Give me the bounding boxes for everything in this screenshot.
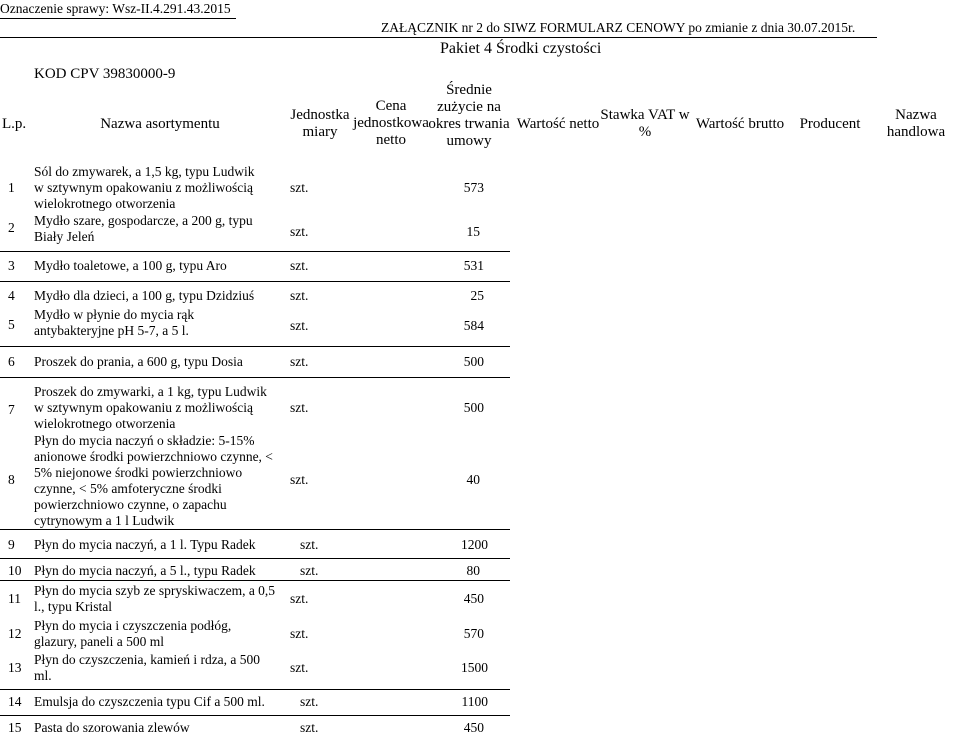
row-11-qty: 450 bbox=[463, 591, 484, 606]
row-9-unit: szt. bbox=[300, 537, 319, 552]
row-12-lp: 12 bbox=[8, 626, 22, 641]
row-1-lp: 1 bbox=[8, 180, 15, 195]
row-1-unit: szt. bbox=[290, 180, 309, 195]
row-3-lp: 3 bbox=[8, 258, 15, 273]
row-1-qty: 573 bbox=[463, 180, 484, 195]
row-separator bbox=[0, 529, 510, 530]
row-14-qty: 1100 bbox=[461, 694, 488, 709]
row-5-qty: 584 bbox=[463, 318, 484, 333]
row-15-qty: 450 bbox=[463, 720, 484, 735]
row-10-unit: szt. bbox=[300, 563, 319, 578]
row-3-name: Mydło toaletowe, a 100 g, typu Aro bbox=[34, 258, 227, 273]
row-13-unit: szt. bbox=[290, 660, 309, 675]
row-separator bbox=[0, 281, 510, 282]
row-4-lp: 4 bbox=[8, 288, 15, 303]
column-header-name: Nazwa asortymentu bbox=[100, 116, 220, 132]
row-4-unit: szt. bbox=[290, 288, 309, 303]
row-12-qty: 570 bbox=[463, 626, 484, 641]
column-header-trade-name: Nazwa handlowa bbox=[886, 107, 946, 140]
row-8-name: Płyn do mycia naczyń o składzie: 5-15% anionowe środki powierzchniowo czynne, < 5% niejonowe środki powierzchniowo czynne, < 5% amfoteryczne środki powierzchniowo czynne, o zapachu cytrynowym a 1 l Ludwik bbox=[34, 433, 273, 528]
row-7-name: Proszek do zmywarki, a 1 kg, typu Ludwik w sztywnym opakowaniu z możliwością wielokrotnego otworzenia bbox=[34, 384, 267, 431]
row-separator bbox=[0, 251, 510, 252]
row-separator bbox=[0, 377, 510, 378]
row-2-name: Mydło szare, gospodarcze, a 200 g, typu Biały Jeleń bbox=[34, 213, 253, 244]
row-12-name: Płyn do mycia i czyszczenia podłóg, glazury, paneli a 500 ml bbox=[34, 618, 232, 649]
row-15-unit: szt. bbox=[300, 720, 319, 735]
header-rule bbox=[0, 37, 877, 38]
row-separator bbox=[0, 580, 510, 581]
column-header-vat: Stawka VAT w % bbox=[600, 107, 690, 140]
row-separator bbox=[0, 715, 510, 716]
row-8-unit: szt. bbox=[290, 472, 309, 487]
row-6-unit: szt. bbox=[290, 354, 309, 369]
row-11-unit: szt. bbox=[290, 591, 309, 606]
row-4-qty: 25 bbox=[470, 288, 484, 303]
row-13-lp: 13 bbox=[8, 660, 22, 675]
row-separator bbox=[0, 558, 510, 559]
row-3-qty: 531 bbox=[463, 258, 484, 273]
row-10-qty: 80 bbox=[466, 563, 480, 578]
row-5-lp: 5 bbox=[8, 317, 15, 332]
row-2-unit: szt. bbox=[290, 224, 309, 239]
row-separator bbox=[0, 346, 510, 347]
row-7-lp: 7 bbox=[8, 402, 15, 417]
row-12-unit: szt. bbox=[290, 626, 309, 641]
column-header-avg-usage: Średnie zużycie na okres trwania umowy bbox=[428, 82, 510, 149]
column-header-unit-price: Cena jednostkowa netto bbox=[353, 98, 429, 148]
row-15-name: Pasta do szorowania zlewów bbox=[34, 720, 190, 735]
row-2-lp: 2 bbox=[8, 220, 15, 235]
row-7-unit: szt. bbox=[290, 400, 309, 415]
header-rule-left bbox=[0, 18, 236, 19]
row-9-name: Płyn do mycia naczyń, a 1 l. Typu Radek bbox=[34, 537, 256, 552]
column-header-net-value: Wartość netto bbox=[516, 116, 600, 132]
row-5-unit: szt. bbox=[290, 318, 309, 333]
package-title: Pakiet 4 Środki czystości bbox=[440, 40, 602, 57]
row-6-lp: 6 bbox=[8, 354, 15, 369]
column-header-lp: L.p. bbox=[2, 116, 27, 132]
row-6-name: Proszek do prania, a 600 g, typu Dosia bbox=[34, 354, 243, 369]
row-10-lp: 10 bbox=[8, 563, 22, 578]
cpv-code: KOD CPV 39830000-9 bbox=[34, 66, 176, 82]
row-2-qty: 15 bbox=[466, 224, 480, 239]
row-8-qty: 40 bbox=[466, 472, 480, 487]
row-4-name: Mydło dla dzieci, a 100 g, typu Dzidziuś bbox=[34, 288, 255, 303]
row-14-unit: szt. bbox=[300, 694, 319, 709]
row-separator bbox=[0, 689, 510, 690]
row-6-qty: 500 bbox=[463, 354, 484, 369]
row-13-qty: 1500 bbox=[461, 660, 488, 675]
row-1-name: Sól do zmywarek, a 1,5 kg, typu Ludwik w sztywnym opakowaniu z możliwością wielokrotnego otworzenia bbox=[34, 164, 255, 211]
row-8-lp: 8 bbox=[8, 472, 15, 487]
row-14-name: Emulsja do czyszczenia typu Cif a 500 ml. bbox=[34, 694, 265, 709]
row-14-lp: 14 bbox=[8, 694, 22, 709]
row-3-unit: szt. bbox=[290, 258, 309, 273]
row-10-name: Płyn do mycia naczyń, a 5 l., typu Radek bbox=[34, 563, 256, 578]
column-header-producer: Producent bbox=[799, 116, 861, 132]
row-7-qty: 500 bbox=[463, 400, 484, 415]
case-reference: Oznaczenie sprawy: Wsz-II.4.291.43.2015 bbox=[0, 1, 231, 16]
column-header-gross-value: Wartość brutto bbox=[695, 116, 785, 132]
attachment-title: ZAŁĄCZNIK nr 2 do SIWZ FORMULARZ CENOWY po zmianie z dnia 30.07.2015r. bbox=[381, 20, 856, 35]
row-5-name: Mydło w płynie do mycia rąk antybakteryjne pH 5-7, a 5 l. bbox=[34, 307, 195, 338]
row-13-name: Płyn do czyszczenia, kamień i rdza, a 500 ml. bbox=[34, 652, 261, 683]
row-15-lp: 15 bbox=[8, 720, 22, 735]
row-11-name: Płyn do mycia szyb ze spryskiwaczem, a 0,5 l., typu Kristal bbox=[34, 583, 276, 614]
row-9-lp: 9 bbox=[8, 537, 15, 552]
row-9-qty: 1200 bbox=[461, 537, 488, 552]
column-header-unit: Jednostka miary bbox=[290, 107, 350, 140]
row-11-lp: 11 bbox=[8, 591, 21, 606]
